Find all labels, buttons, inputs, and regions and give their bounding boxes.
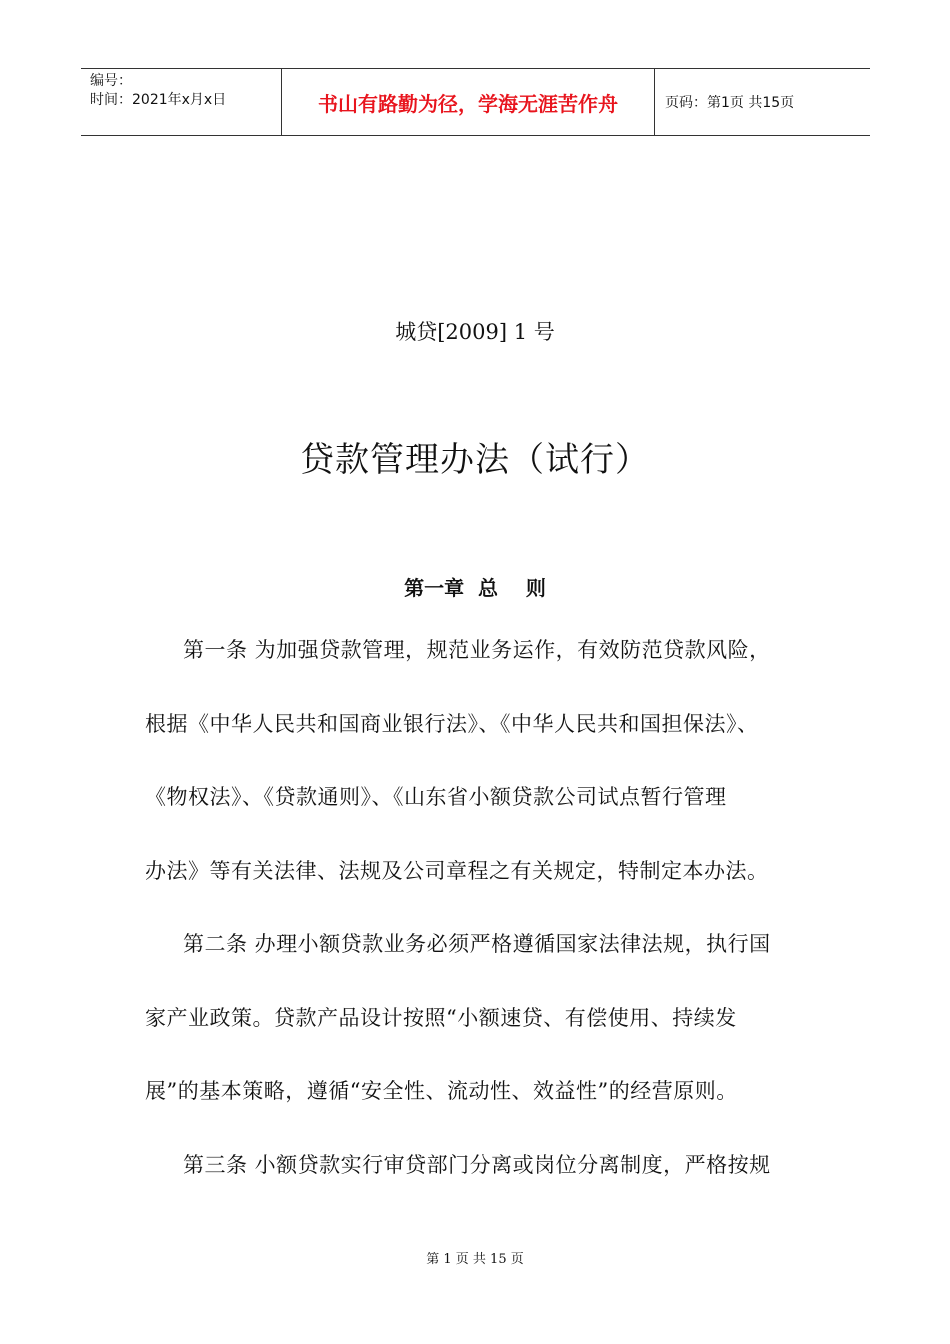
header-time-label: 时间：2021年x月x日 [90,92,227,108]
article-2-line-3: 展”的基本策略，遵循“安全性、流动性、效益性”的经营原则。 [145,1079,738,1103]
page-footer: 第 1 页 共 15 页 [426,1252,524,1267]
article-2-line-1: 第二条 办理小额贷款业务必须严格遵循国家法律法规，执行国 [183,932,771,956]
document-title: 贷款管理办法（试行） [300,440,650,480]
article-2-line-2: 家产业政策。贷款产品设计按照“小额速贷、有偿使用、持续发 [145,1005,737,1030]
document-body [145,632,825,1220]
header-motto: 书山有路勤为径，学海无涯苦作舟 [282,69,655,135]
article-3-line-1: 第三条 小额贷款实行审贷部门分离或岗位分离制度，严格按规 [183,1152,771,1177]
header-page-info: 页码：第1页 共15页 [665,95,795,111]
article-1-line-3: 《物权法》、《贷款通则》、《山东省小额贷款公司试点暂行管理 [145,785,727,809]
document-number: 城贷[2009] 1 号 [395,320,555,344]
header-number-label: 编号： [90,73,132,89]
article-1-line-1: 第一条 为加强贷款管理，规范业务运作，有效防范贷款风险， [183,638,771,662]
article-1-line-4: 办法》等有关法律、法规及公司章程之有关规定，特制定本办法。 [145,858,769,883]
chapter-heading: 第一章 总 则 [404,576,546,600]
article-1-line-2: 根据《中华人民共和国商业银行法》、《中华人民共和国担保法》、 [145,711,759,736]
page-header [81,68,870,136]
header-meta [81,69,282,135]
